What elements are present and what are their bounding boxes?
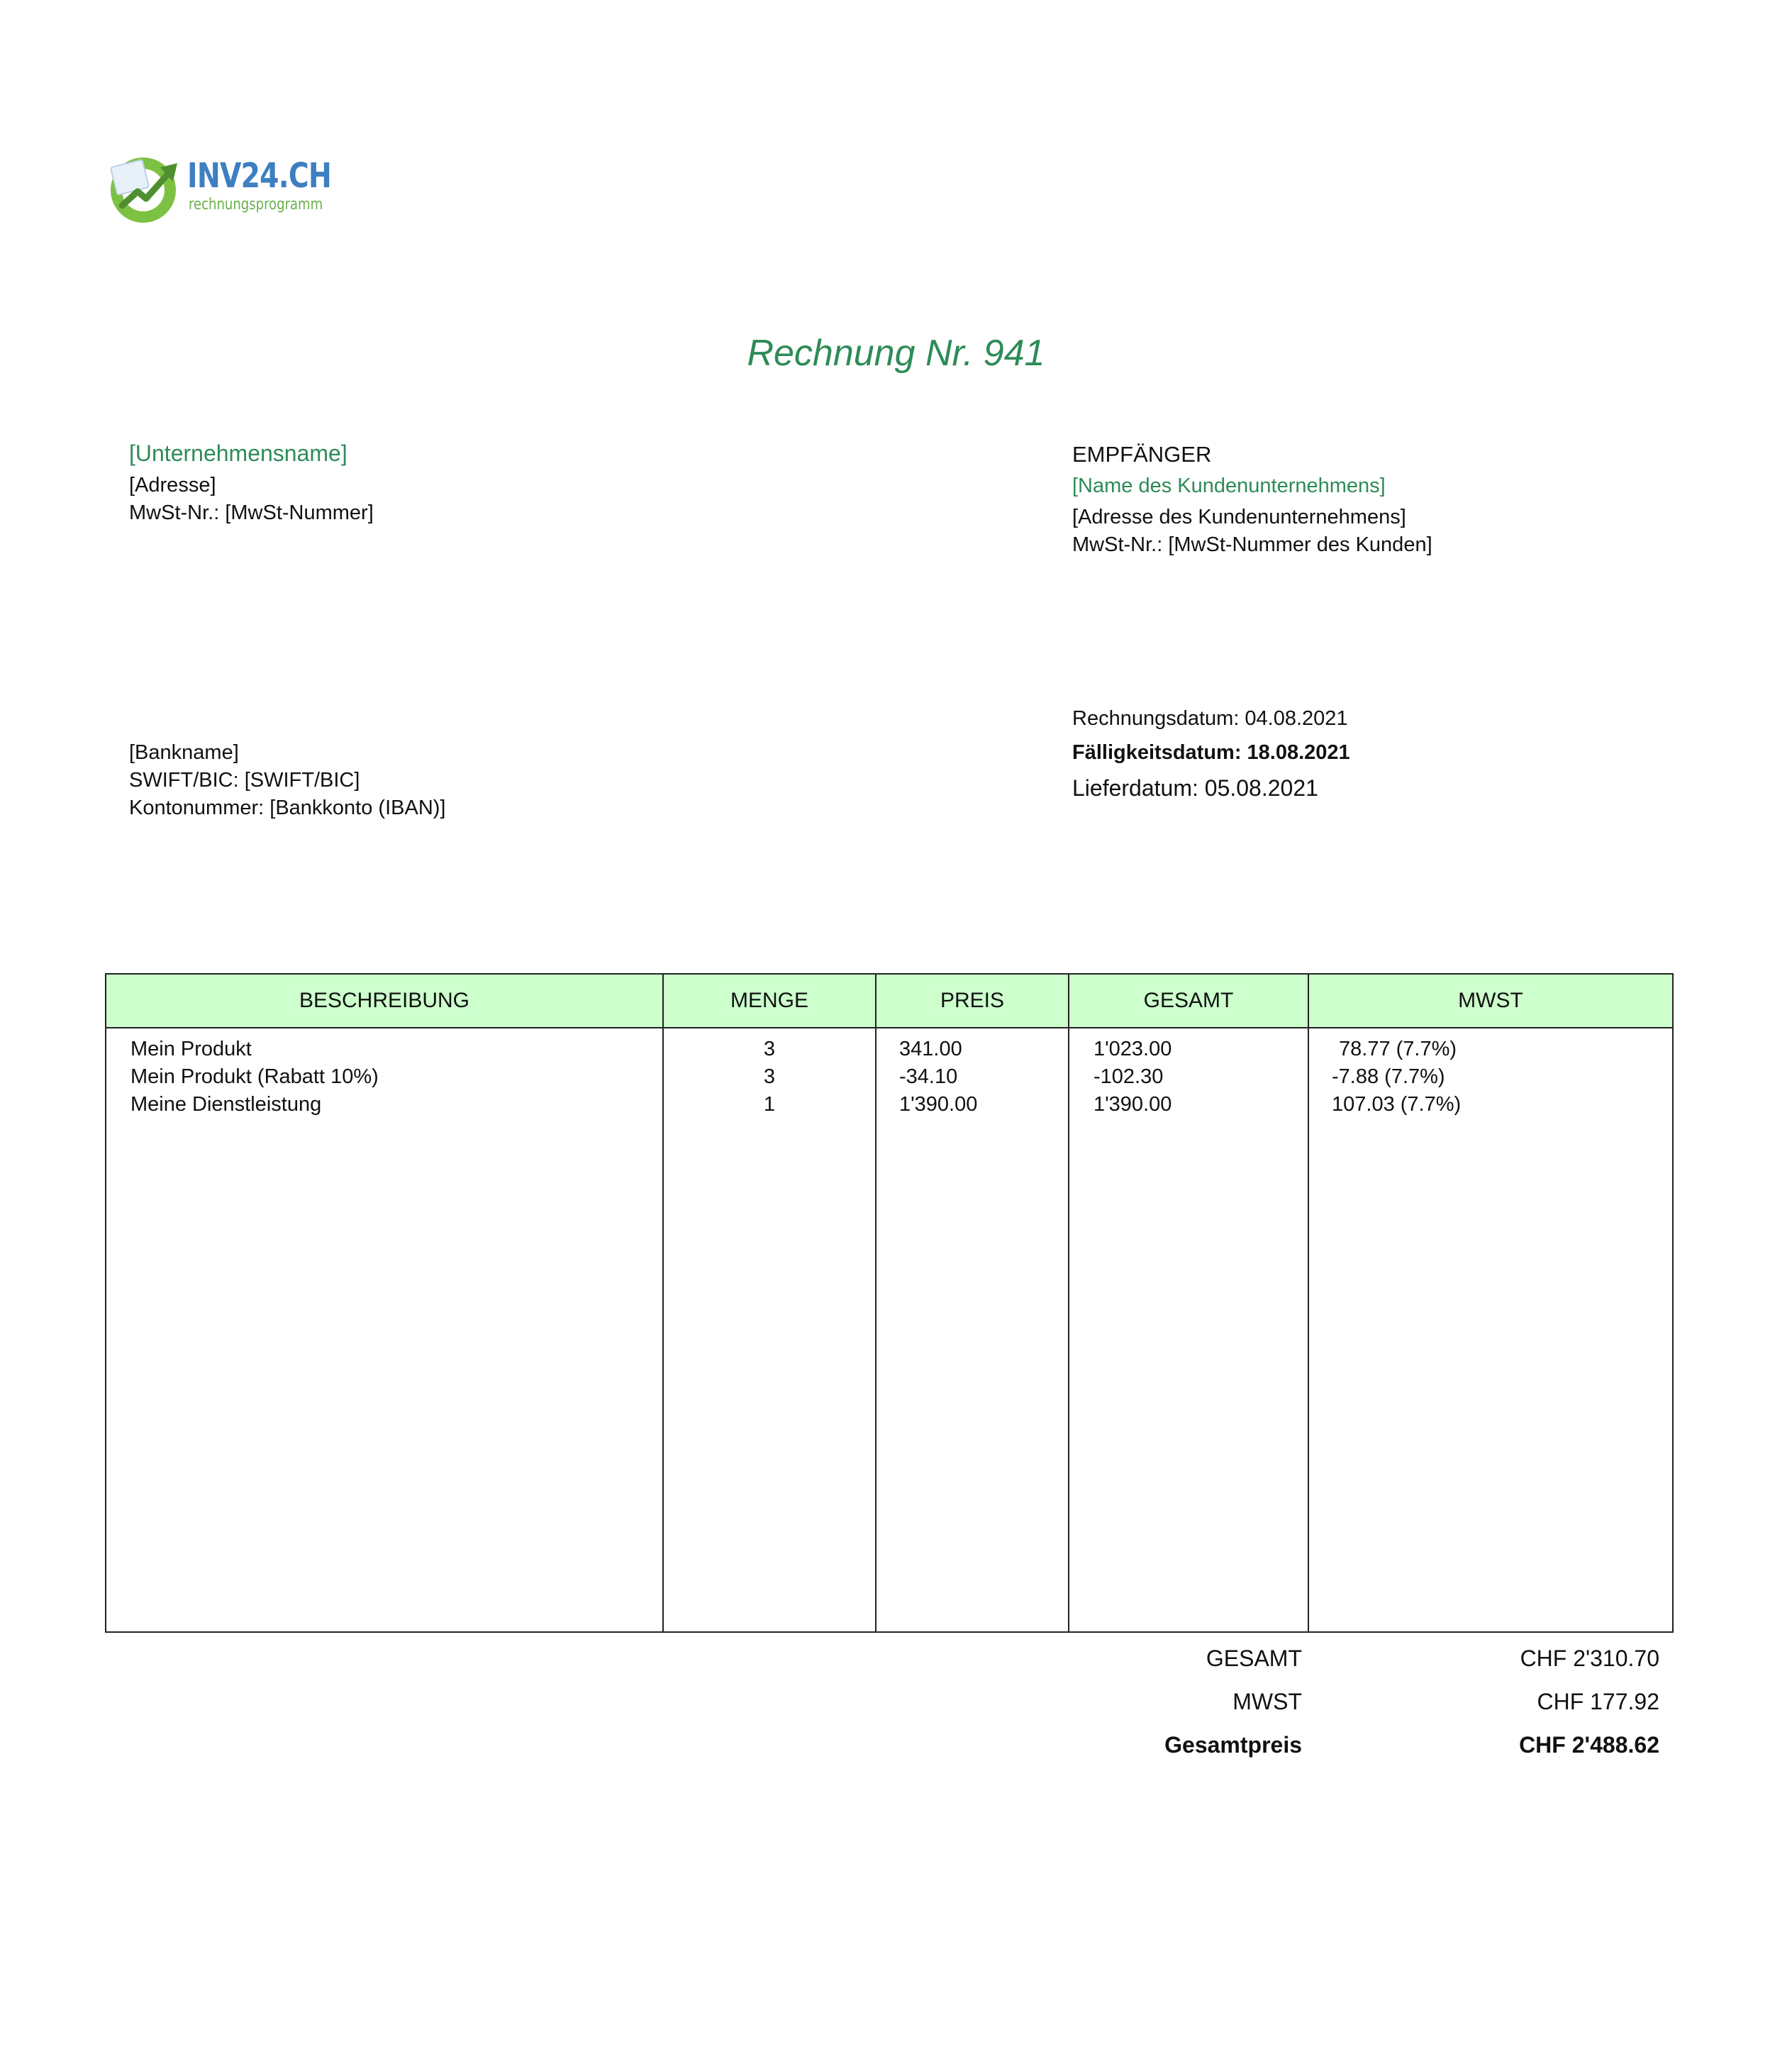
logo-name: INV24.CH [187,156,332,196]
row-total: 1'023.00 [1093,1038,1172,1060]
quantity-column [662,975,875,1631]
total-column [1068,975,1308,1631]
subtotal-label: GESAMT [1206,1646,1302,1671]
invoice-title: Rechnung Nr. 941 [747,333,1045,374]
row-total: -102.30 [1093,1065,1164,1088]
invoice-date: Rechnungsdatum: 04.08.2021 [1072,707,1348,730]
company-logo [106,149,332,227]
row-quantity: 3 [763,1038,776,1060]
header-price: PREIS [876,975,1068,1028]
bank-name: [Bankname] [129,741,239,764]
items-table [105,973,1674,1633]
header-quantity: MENGE [664,975,875,1028]
due-date: Fälligkeitsdatum: 18.08.2021 [1072,741,1350,764]
logo-chart-icon [106,149,183,226]
row-price: -34.10 [899,1065,958,1088]
header-vat: MWST [1309,975,1672,1028]
sender-vat: MwSt-Nr.: [MwSt-Nummer] [129,501,374,524]
row-vat: -7.88 (7.7%) [1332,1065,1445,1088]
price-column [875,975,1068,1631]
row-vat: 78.77 (7.7%) [1339,1038,1457,1060]
recipient-vat: MwSt-Nr.: [MwSt-Nummer des Kunden] [1072,533,1432,556]
sender-address: [Adresse] [129,474,216,497]
header-description: BESCHREIBUNG [106,975,662,1028]
bank-account: Kontonummer: [Bankkonto (IBAN)] [129,797,446,819]
header-total: GESAMT [1069,975,1308,1028]
row-quantity: 3 [763,1065,776,1088]
vat-total-value: CHF 177.92 [1537,1689,1659,1714]
delivery-date: Lieferdatum: 05.08.2021 [1072,775,1318,801]
recipient-company: [Name des Kundenunternehmens] [1072,475,1386,497]
vat-total-label: MWST [1232,1689,1302,1714]
grand-total-value: CHF 2'488.62 [1519,1732,1659,1758]
recipient-address: [Adresse des Kundenunternehmens] [1072,506,1406,528]
row-description: Mein Produkt [130,1038,252,1060]
logo-subtitle: rechnungsprogramm [189,196,323,213]
recipient-heading: EMPFÄNGER [1072,442,1212,467]
description-column [106,975,662,1631]
row-price: 341.00 [899,1038,962,1060]
vat-column [1308,975,1672,1631]
row-description: Mein Produkt (Rabatt 10%) [130,1065,379,1088]
sender-company: [Unternehmensname] [129,440,347,466]
bank-swift: SWIFT/BIC: [SWIFT/BIC] [129,769,360,792]
grand-total-label: Gesamtpreis [1164,1732,1302,1758]
row-description: Meine Dienstleistung [130,1093,322,1116]
row-price: 1'390.00 [899,1093,978,1116]
row-vat: 107.03 (7.7%) [1332,1093,1462,1116]
row-total: 1'390.00 [1093,1093,1172,1116]
row-quantity: 1 [763,1093,776,1116]
subtotal-value: CHF 2'310.70 [1520,1646,1659,1671]
